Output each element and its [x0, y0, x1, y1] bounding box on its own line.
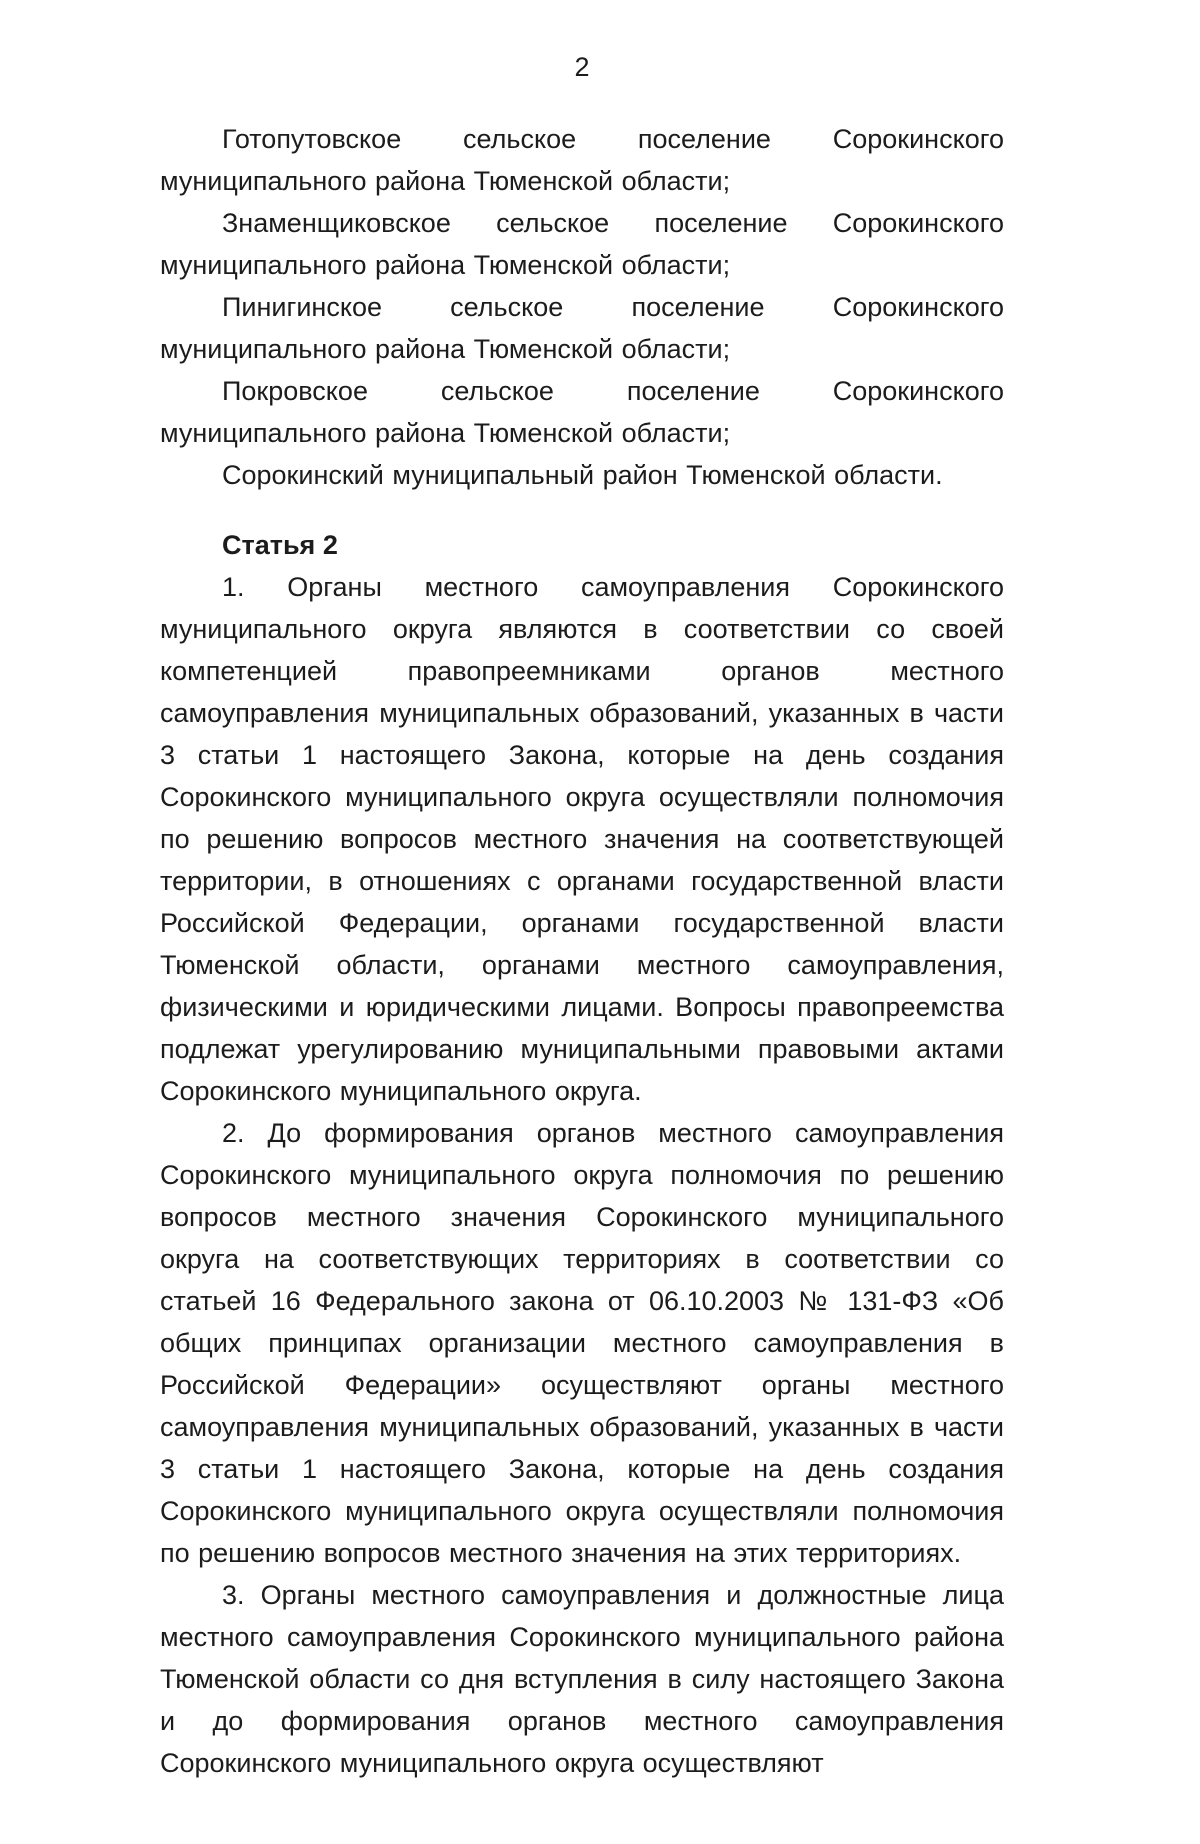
- article-paragraph: 2. До формирования органов местного самоуправления Сорокинского муниципального округа полномочия по решению вопросов местного значения Сорокинского муниципального округа на соответствующих территориях в соответствии со статьей 16 Федерального закона от 06.10.2003 № 131-ФЗ «Об общих принципах организации местного самоуправления в Российской Федерации» осуществляют органы местного самоуправления муниципальных образований, указанных в части 3 статьи 1 настоящего Закона, которые на день создания Сорокинского муниципального округа осуществляли полномочия по решению вопросов местного значения на этих территориях.: [160, 1118, 1004, 1568]
- settlement-item: Готопутовское сельское поселение Сорокинского муниципального района Тюменской области;: [160, 124, 1004, 196]
- article-heading: Статья 2: [222, 530, 338, 560]
- settlement-item: Покровское сельское поселение Сорокинского муниципального района Тюменской области;: [160, 376, 1004, 448]
- page-number: 2: [574, 52, 590, 82]
- article-paragraph: 3. Органы местного самоуправления и должностные лица местного самоуправления Сорокинского муниципального района Тюменской области со дня вступления в силу настоящего Закона и до формирования органов местного самоуправления Сорокинского муниципального округа осуществляют: [160, 1580, 1004, 1778]
- settlement-item: Сорокинский муниципальный район Тюменской области.: [222, 460, 943, 490]
- settlement-item: Пинигинское сельское поселение Сорокинского муниципального района Тюменской области;: [160, 292, 1004, 364]
- article-paragraph: 1. Органы местного самоуправления Сорокинского муниципального округа являются в соответствии со своей компетенцией правопреемниками органов местного самоуправления муниципальных образований, указанных в части 3 статьи 1 настоящего Закона, которые на день создания Сорокинского муниципального округа осуществляли полномочия по решению вопросов местного значения на соответствующей территории, в отношениях с органами государственной власти Российской Федерации, органами государственной власти Тюменской области, органами местного самоуправления, физическими и юридическими лицами. Вопросы правопреемства подлежат урегулированию муниципальными правовыми актами Сорокинского муниципального округа.: [160, 572, 1004, 1106]
- settlement-item: Знаменщиковское сельское поселение Сорокинского муниципального района Тюменской области;: [160, 208, 1004, 280]
